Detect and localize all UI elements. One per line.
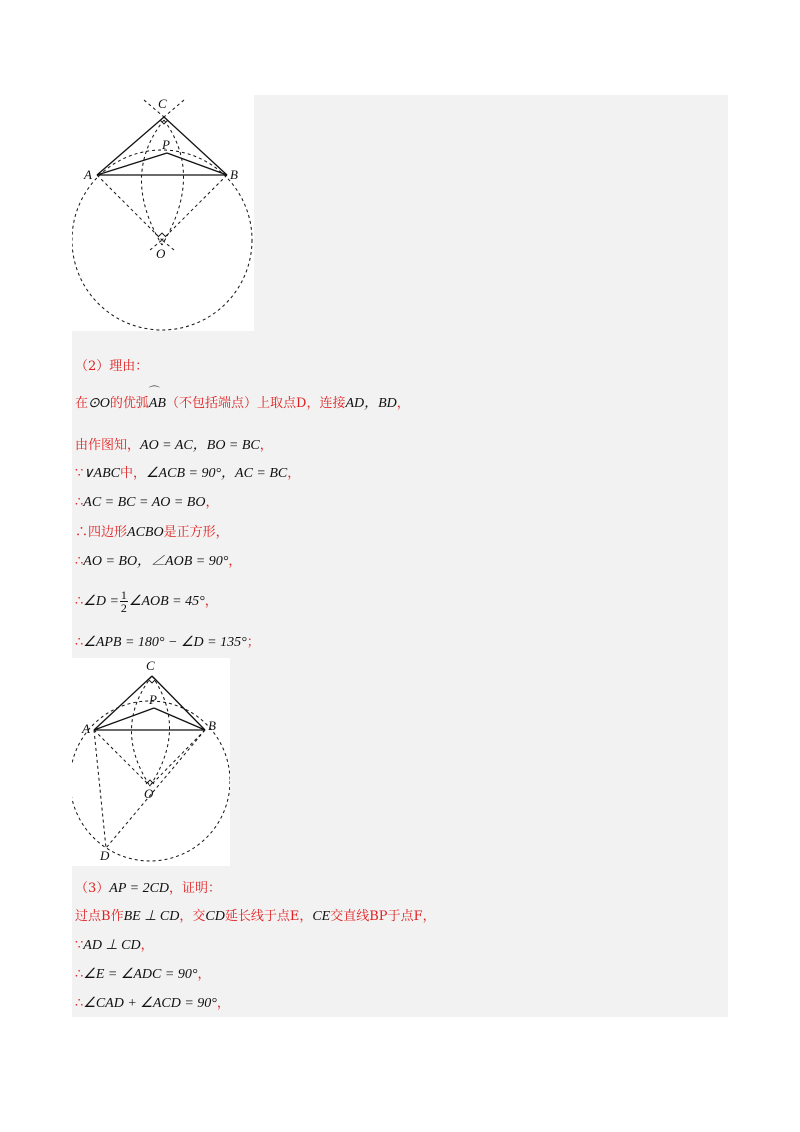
label-b: B <box>230 167 238 182</box>
label-p-2: P <box>149 692 157 707</box>
text-line-5: ∴AC = BC = AO = BO， <box>75 495 219 510</box>
label-c: C <box>158 96 167 111</box>
text-line-6: ∴四边形ACBO是正方形， <box>75 525 229 540</box>
text-line-9: ∴∠APB = 180° − ∠D = 135°； <box>75 635 260 650</box>
arc-left <box>141 120 164 245</box>
label-b-2: B <box>208 718 216 733</box>
text-line-4: ∵∨ABC中，∠ACB = 90°，AC = BC， <box>75 466 301 481</box>
geometry-figure-2 <box>72 658 230 866</box>
text-line-12: ∵AD ⊥ CD， <box>75 938 154 953</box>
text-line-8: ∴∠D = $\frac{1}{2}$ ∠AOB = 45°， <box>75 588 218 615</box>
label-a-2: A <box>82 721 90 736</box>
text-line-14: ∴∠CAD + ∠ACD = 90°， <box>75 996 230 1011</box>
label-a: A <box>84 167 92 182</box>
label-c-2: C <box>146 658 155 673</box>
fraction-one-half: $\frac{1}{2}$ <box>120 588 127 615</box>
label-d-2: D <box>100 848 110 863</box>
text-line-1: （2）理由： <box>75 359 149 374</box>
text-line-3: 由作图知，AO = AC，BO = BC， <box>75 438 273 453</box>
label-o-2: O <box>144 786 154 801</box>
label-o: O <box>156 246 166 261</box>
text-line-10: （3）AP = 2CD，证明： <box>75 881 222 896</box>
text-line-2: 在⊙O的优弧⌒ AB（不包括端点）上取点D，连接AD，BD， <box>75 395 410 413</box>
text-line-13: ∴∠E = ∠ADC = 90°， <box>75 967 211 982</box>
label-p: P <box>162 137 170 152</box>
geometry-figure-1 <box>72 95 254 331</box>
text-line-11: 过点B作BE ⊥ CD，交CD延长线于点E，CE交直线BP于点F， <box>75 909 436 924</box>
text-line-7: ∴AO = BO，∠AOB = 90°， <box>75 554 242 569</box>
